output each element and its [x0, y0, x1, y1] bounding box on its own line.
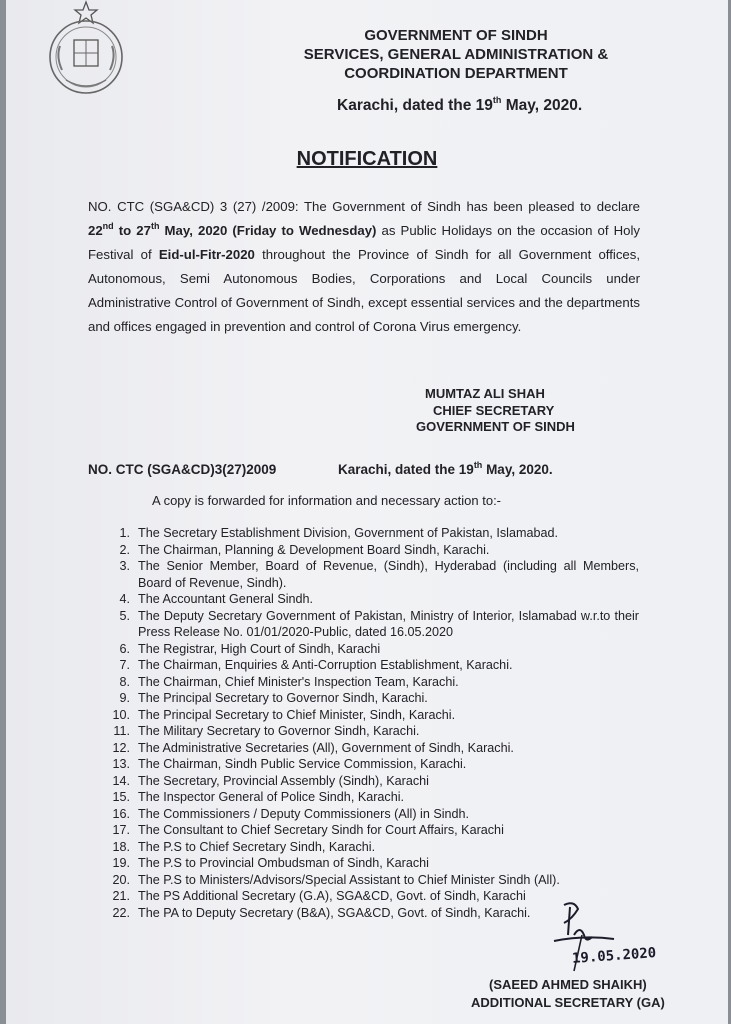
list-item: [106, 657, 639, 674]
list-item-number: 9.: [119, 691, 130, 705]
list-item-text: The Chairman, Chief Minister's Inspection Team, Karachi.: [138, 674, 459, 689]
list-item-text: The P.S to Ministers/Advisors/Special Assistant to Chief Minister Sindh (All).: [138, 872, 560, 887]
signatory-designation: CHIEF SECRETARY: [433, 402, 555, 418]
list-item-number: 22.: [112, 905, 130, 920]
list-item: [106, 641, 639, 658]
list-item-number: 21.: [112, 889, 130, 903]
list-item-number: 19.: [112, 856, 130, 870]
list-item: [106, 723, 639, 740]
list-item: [106, 707, 639, 724]
list-item: [106, 674, 639, 691]
list-item: [106, 839, 639, 856]
list-item-text: The Principal Secretary to Governor Sindh, Karachi.: [138, 691, 428, 705]
additional-secretary-signature-block: [471, 976, 665, 1012]
list-item-number: 4.: [119, 592, 130, 606]
list-item-text: The Senior Member, Board of Revenue, (Sindh), Hyderabad (including all Members, Board of Revenue, Sindh).: [138, 559, 639, 590]
notification-body: NO. CTC (SGA&CD) 3 (27) /2009: The Government of Sindh has been pleased to declare 22nd to 27th May, 2020 (Friday to Wednesday) as Public Holidays on the occasion of Holy Festival of Eid-ul-Fitr-2020 throughout the Province of Sindh for all Government offices, Autonomous, Semi Autonomous Bodies, Corporations and Local Councils under Administrative Control of Government of Sindh, except essential services and the departments and offices engaged in prevention and control of Corona Virus emergency.: [88, 199, 641, 334]
list-item-text: The Inspector General of Police Sindh, Karachi.: [138, 790, 405, 804]
handwritten-date: 19.05.2020: [571, 945, 657, 967]
list-item-text: The Secretary, Provincial Assembly (Sindh), Karachi: [138, 773, 429, 788]
issue-date: Karachi, dated the 19th May, 2020.: [337, 94, 583, 114]
list-item-number: 3.: [119, 559, 130, 573]
list-item-text: The Secretary Establishment Division, Government of Pakistan, Islamabad.: [138, 526, 558, 540]
sindh-government-seal-icon: [36, 0, 136, 96]
document-page: [6, 0, 728, 1024]
list-item-text: The Deputy Secretary Government of Pakistan, Ministry of Interior, Islamabad w.r.to their Press Release No. 01/01/2020-Public, dated 16.05.2020: [138, 608, 639, 639]
list-item-number: 15.: [112, 790, 130, 804]
list-item: [106, 789, 639, 806]
header-line-3: COORDINATION DEPARTMENT: [344, 65, 568, 82]
list-item: [106, 542, 639, 559]
copy-reference-date: Karachi, dated the 19th May, 2020.: [338, 459, 553, 477]
list-item-number: 10.: [112, 707, 130, 722]
list-item-text: The P.S to Chief Secretary Sindh, Karachi.: [138, 839, 376, 854]
list-item-text: The Accountant General Sindh.: [138, 592, 314, 606]
list-item: [106, 822, 639, 839]
list-item-number: 8.: [119, 674, 130, 689]
list-item-number: 7.: [119, 658, 130, 672]
chief-secretary-signature-block: [416, 386, 575, 436]
signatory-name: MUMTAZ ALI SHAH: [425, 386, 545, 401]
list-item-number: 12.: [112, 740, 130, 755]
list-item: [106, 525, 639, 542]
list-item: [106, 773, 639, 790]
list-item-text: The PS Additional Secretary (G.A), SGA&CD, Govt. of Sindh, Karachi: [138, 889, 526, 903]
list-item-text: The Commissioners / Deputy Commissioners (All) in Sindh.: [138, 806, 470, 821]
copy-reference-number: NO. CTC (SGA&CD)3(27)2009: [88, 462, 277, 477]
list-item: [106, 558, 639, 591]
list-item-text: The P.S to Provincial Ombudsman of Sindh, Karachi: [138, 856, 429, 870]
list-item-text: The Consultant to Chief Secretary Sindh for Court Affairs, Karachi: [138, 823, 504, 837]
list-item-text: The Administrative Secretaries (All), Government of Sindh, Karachi.: [138, 740, 514, 755]
list-item-number: 13.: [112, 757, 130, 771]
list-item-text: The PA to Deputy Secretary (B&A), SGA&CD, Govt. of Sindh, Karachi.: [138, 905, 531, 920]
list-item-number: 2.: [119, 542, 130, 557]
list-item-number: 18.: [112, 839, 130, 854]
list-item-text: The Military Secretary to Governor Sindh, Karachi.: [138, 724, 420, 738]
list-item-number: 1.: [119, 526, 130, 540]
notification-title: NOTIFICATION: [296, 148, 438, 170]
list-item: [106, 855, 639, 872]
signatory-designation: ADDITIONAL SECRETARY (GA): [471, 995, 665, 1010]
list-item-text: The Chairman, Enquiries & Anti-Corruption Establishment, Karachi.: [138, 658, 513, 672]
list-item-number: 20.: [112, 872, 130, 887]
list-item: [106, 690, 639, 707]
header-line-2: SERVICES, GENERAL ADMINISTRATION &: [303, 46, 609, 63]
list-item-text: The Registrar, High Court of Sindh, Karachi: [138, 641, 381, 656]
list-item-text: The Principal Secretary to Chief Minister, Sindh, Karachi.: [138, 707, 456, 722]
department-header: [296, 26, 616, 83]
recipient-list: [106, 525, 639, 921]
list-item-text: The Chairman, Planning & Development Board Sindh, Karachi.: [138, 542, 490, 557]
list-item-number: 6.: [119, 641, 130, 656]
list-item-number: 16.: [112, 806, 130, 821]
list-item-number: 17.: [112, 823, 130, 837]
signatory-office: GOVERNMENT OF SINDH: [416, 419, 575, 434]
list-item-number: 5.: [119, 608, 130, 623]
list-item-text: The Chairman, Sindh Public Service Commission, Karachi.: [138, 757, 467, 771]
list-item: [106, 591, 639, 608]
copy-reference-line: [88, 459, 553, 477]
list-item: [106, 740, 639, 757]
list-item-number: 14.: [112, 773, 130, 788]
signatory-name: (SAEED AHMED SHAIKH): [489, 977, 647, 992]
list-item: [106, 872, 639, 889]
list-item-number: 11.: [113, 724, 130, 738]
header-line-1: GOVERNMENT OF SINDH: [364, 27, 548, 44]
list-item: [106, 608, 639, 641]
list-item: [106, 756, 639, 773]
list-item: [106, 806, 639, 823]
forward-note: A copy is forwarded for information and necessary action to:-: [152, 493, 502, 508]
